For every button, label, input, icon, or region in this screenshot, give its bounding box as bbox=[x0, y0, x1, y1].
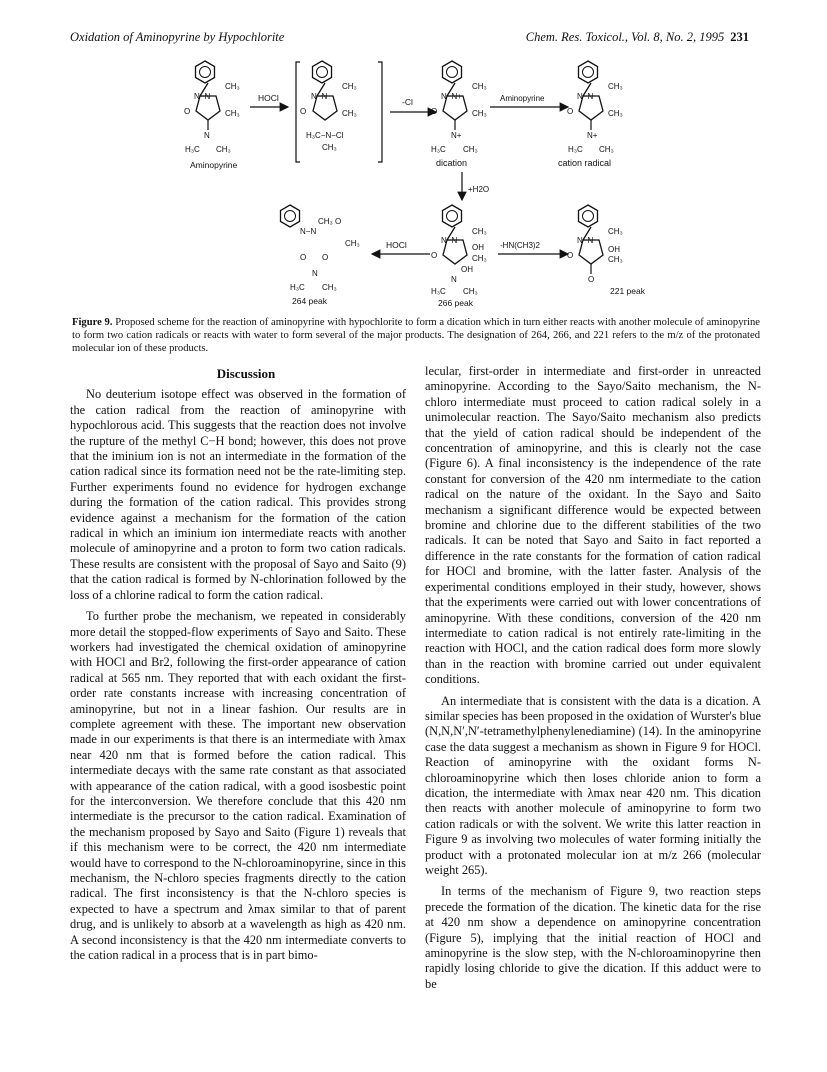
product-221 bbox=[567, 205, 646, 296]
svg-text:CH₃: CH₃ bbox=[608, 82, 623, 91]
label-cation-radical: cation radical bbox=[558, 158, 612, 168]
svg-text:CH₃: CH₃ bbox=[608, 255, 623, 264]
svg-text:N−N: N−N bbox=[311, 92, 328, 101]
label-221: 221 peak bbox=[610, 286, 645, 296]
svg-text:O: O bbox=[322, 253, 329, 262]
figure-label: Figure 9. bbox=[72, 317, 113, 328]
paragraph-3: lecular, first-order in intermediate and first-order in unreacted aminopyrine. According to the Sayo/Saito mechanism, the N-chloro intermediate must proceed to cation radical solely in a unimolecular reaction. The Sayo/Saito mechanism also predicts that the yield of cation radical should be independent of the concentration of aminopyrine, and this is clearly not the case (Figure 6). A final inconsistency is the independence of the rate constant for conversion of the 420 nm intermediate to the cation radical on the nature of the oxidant. In the Sayo and Saito mechanism a significant difference would be expected between bromine and chlorine due to the different stabilities of the two radicals. It can be noted that Sayo and Saito in fact reported a difference in the rate constants for the formation of cation radical for HOCl and bromine, with the latter faster. Analysis of the experimental conditions employed in their study, however, shows that the experiments were carried out with lower concentrations of aminopyrine. With these conditions, conversion of the 420 nm intermediate to cation radical is not entirely rate-limiting in the reaction with HOCl, and the cation radical does form more slowly than in the reaction with bromine carried out under equivalent conditions. bbox=[425, 364, 761, 687]
page-number: 231 bbox=[730, 30, 749, 44]
svg-text:CH₃: CH₃ bbox=[342, 109, 357, 118]
svg-text:O: O bbox=[588, 275, 595, 284]
svg-text:CH₃: CH₃ bbox=[322, 283, 337, 292]
svg-text:H₃C−N−Cl: H₃C−N−Cl bbox=[306, 131, 344, 140]
product-266 bbox=[431, 205, 487, 308]
figure-caption bbox=[72, 316, 760, 355]
reaction-scheme bbox=[150, 54, 710, 308]
left-column bbox=[70, 366, 406, 963]
svg-text:CH₃: CH₃ bbox=[216, 145, 231, 154]
reagent-aminopyrine: Aminopyrine bbox=[500, 94, 545, 103]
product-264 bbox=[281, 205, 360, 306]
paragraph-1: No deuterium isotope effect was observed in the formation of the cation radical from the reaction of aminopyrine with hypochlorous acid. This suggests that the reaction does not involve the rupture of the methyl C−H bond; however, this does not prove that the iminium ion is not an intermediate in the formation of the cation radical since its formation need not be the rate-limiting step. Further experiments found no evidence for hydrogen exchange during the formation of the cation radical. This provides strong evidence against a mechanism for the formation of the cation radical in which an iminium ion intermediate reacts with another molecule of aminopyrine and a proton to form two cation radicals. These results are consistent with the proposal of Sayo and Saito (9) that the cation radical is formed by N-chlorination followed by the loss of a chlorine radical to form the cation radical. bbox=[70, 387, 406, 602]
label-264: 264 peak bbox=[292, 296, 327, 306]
svg-text:O: O bbox=[300, 107, 307, 116]
svg-text:CH₃: CH₃ bbox=[345, 239, 360, 248]
svg-text:CH₃ O: CH₃ O bbox=[318, 217, 342, 226]
running-header bbox=[70, 30, 749, 45]
journal-citation: Chem. Res. Toxicol., Vol. 8, No. 2, 1995 231 bbox=[525, 30, 749, 44]
svg-text:N: N bbox=[204, 131, 210, 140]
svg-text:CH₃: CH₃ bbox=[472, 109, 487, 118]
svg-text:CH₃: CH₃ bbox=[472, 254, 487, 263]
svg-text:N+: N+ bbox=[451, 131, 462, 140]
svg-text:CH₃: CH₃ bbox=[608, 227, 623, 236]
label-dication: dication bbox=[436, 158, 468, 168]
svg-text:O: O bbox=[431, 107, 438, 116]
svg-text:N−N: N−N bbox=[441, 236, 458, 245]
running-title: Oxidation of Aminopyrine by Hypochlorite bbox=[70, 30, 285, 44]
svg-text:CH₃: CH₃ bbox=[342, 82, 357, 91]
svg-text:O: O bbox=[184, 107, 191, 116]
cation-radical-structure bbox=[558, 61, 623, 168]
svg-text:CH₃: CH₃ bbox=[225, 109, 240, 118]
svg-text:N−N+: N−N+ bbox=[441, 92, 462, 101]
svg-text:OH: OH bbox=[472, 243, 484, 252]
reagent-amine: -HN(CH3)2 bbox=[500, 241, 540, 250]
svg-text:H₃C: H₃C bbox=[431, 287, 446, 296]
svg-text:O: O bbox=[567, 107, 574, 116]
svg-text:CH₃: CH₃ bbox=[472, 227, 487, 236]
svg-text:CH₃: CH₃ bbox=[599, 145, 614, 154]
svg-text:O: O bbox=[300, 253, 307, 262]
section-heading: Discussion bbox=[216, 366, 276, 381]
label-266: 266 peak bbox=[438, 298, 473, 308]
svg-text:N+: N+ bbox=[587, 131, 598, 140]
svg-text:H₃C: H₃C bbox=[290, 283, 305, 292]
svg-text:CH₃: CH₃ bbox=[463, 145, 478, 154]
svg-text:CH₃: CH₃ bbox=[225, 82, 240, 91]
svg-text:H₃C: H₃C bbox=[185, 145, 200, 154]
svg-text:OH: OH bbox=[608, 245, 620, 254]
svg-text:N: N bbox=[312, 269, 318, 278]
svg-text:CH₃: CH₃ bbox=[472, 82, 487, 91]
n-chloro-intermediate bbox=[296, 61, 382, 162]
svg-text:N−N: N−N bbox=[577, 236, 594, 245]
reagent-hocl: HOCl bbox=[258, 93, 279, 103]
svg-text:N: N bbox=[451, 275, 457, 284]
svg-text:N−N: N−N bbox=[194, 92, 211, 101]
reagent-chloride: -Cl bbox=[402, 97, 413, 107]
svg-text:H₃C: H₃C bbox=[568, 145, 583, 154]
right-column bbox=[425, 364, 761, 992]
paragraph-4: An intermediate that is consistent with the data is a dication. A similar species has been proposed in the oxidation of Wurster's blue (N,N,N′,N′-tetramethylphenylenediamine) (14). In the aminopyrine case the data suggest a mechanism as shown in Figure 9 for HOCl. Reaction of aminopyrine with the oxidant forms N-chloroaminopyrine which then loses chloride anion to form a dication, the intermediate with λmax near 420 nm. This dication then reacts with another molecule of aminopyrine to form two cation radicals or with the solvent. We write this latter reaction in Figure 9 as involving two molecules of water forming initially the product with a protonated molecular ion at m/z 266 (molecular weight 265). bbox=[425, 693, 761, 877]
svg-text:CH₃: CH₃ bbox=[608, 109, 623, 118]
reagent-hocl-2: HOCl bbox=[386, 240, 407, 250]
dication-structure bbox=[431, 61, 487, 168]
figure-caption-text: Proposed scheme for the reaction of aminopyrine with hypochlorite to form a dication which in turn either reacts with another molecule of aminopyrine to form two cation radicals or reacts with water to form several of the major products. The designation of 264, 266, and 221 refers to the m/z of the protonated molecular ion of these products. bbox=[72, 317, 760, 354]
paragraph-2: To further probe the mechanism, we repeated in considerably more detail the stopped-flow experiments of Sayo and Saito. These workers had investigated the chemical oxidation of aminopyrine with HOCl and Br2, following the first-order appearance of cation radical at 565 nm. They reported that with each oxidant the first-order rate constants increase with increasing concentration of aminopyrine, but not in a linear fashion. Our results are in complete agreement with these. The important new observation made in our experiments is that there is an intermediate with λmax near 420 nm that is formed before the cation radical. This intermediate decays with the same rate constant as that associated with appearance of the cation radical, with a good isosbestic point for the interconversion. We therefore conclude that this 420 nm intermediate is the precursor to the cation radical. Examination of the mechanism proposed by Sayo and Saito (Figure 1) reveals that if this mechanism were to be correct, the 420 nm intermediate would have to correspond to the N-chloroaminopyrine, since in this mechanism, the N-chloro species fragments directly to the cation radical. The first inconsistency is that the N-chloro species is expected to have a spectrum and λmax similar to that of parent drug, and is unlikely to absorb at a wavelength as high as 420 nm. A second inconsistency is that the 420 nm intermediate converts to the cation radical in a process that is in part bimo- bbox=[70, 609, 406, 963]
svg-text:H₃C: H₃C bbox=[431, 145, 446, 154]
svg-text:N−N: N−N bbox=[300, 227, 317, 236]
label-aminopyrine: Aminopyrine bbox=[190, 160, 238, 170]
svg-text:CH₃: CH₃ bbox=[322, 143, 337, 152]
svg-text:N−N: N−N bbox=[577, 92, 594, 101]
aminopyrine-structure bbox=[184, 61, 240, 170]
reagent-water: +H2O bbox=[468, 185, 490, 194]
svg-text:CH₃: CH₃ bbox=[463, 287, 478, 296]
svg-text:O: O bbox=[567, 251, 574, 260]
svg-text:OH: OH bbox=[461, 265, 473, 274]
paragraph-5: In terms of the mechanism of Figure 9, two reaction steps precede the formation of the dication. The kinetic data for the rise at 420 nm show a dependence on aminopyrine concentration (Figure 5), implying that the initial reaction of HOCl and aminopyrine is the slow step, with the N-chloroaminopyrine then rapidly losing chloride to give the dication. If this adduct were to be bbox=[425, 884, 761, 991]
svg-text:O: O bbox=[431, 251, 438, 260]
